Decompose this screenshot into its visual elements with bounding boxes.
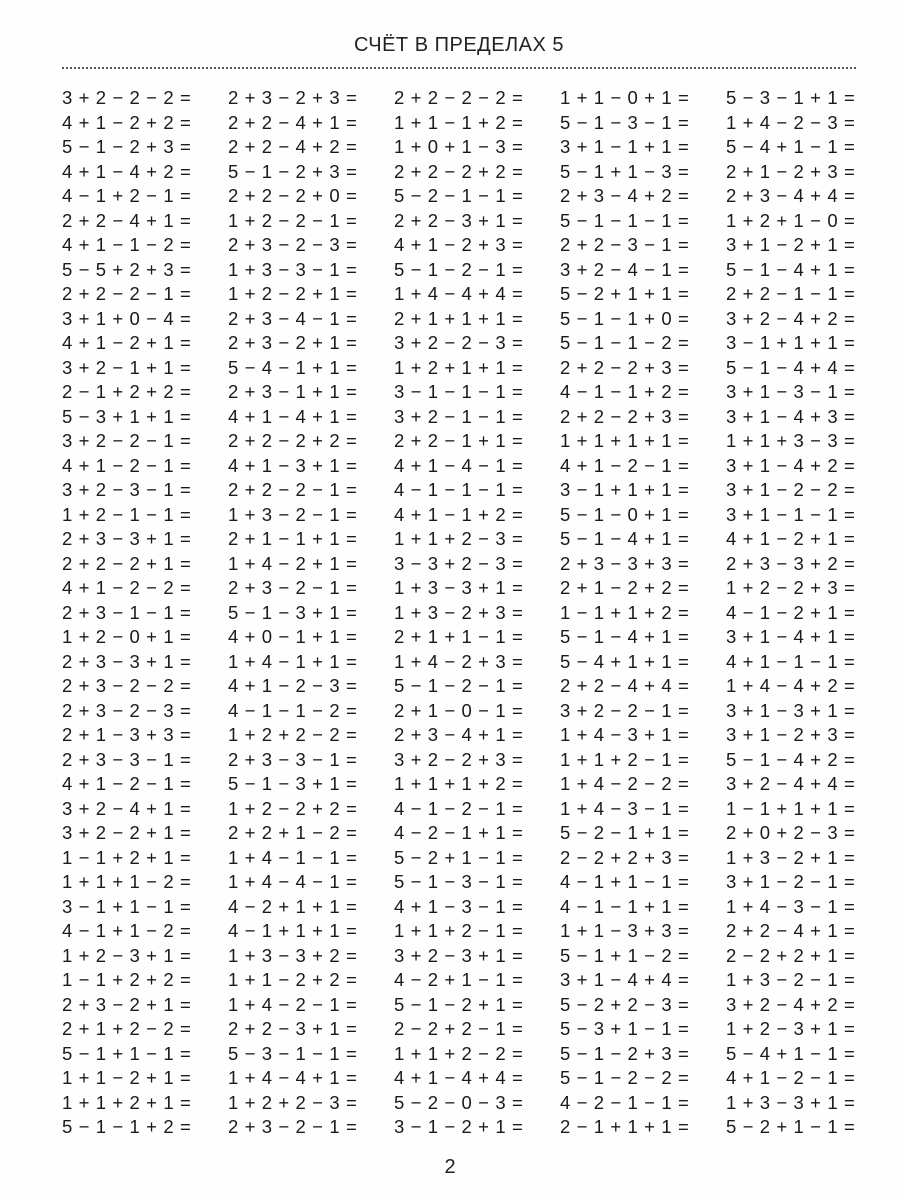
problem-item: 2 + 1 − 2 + 3 = <box>726 160 856 182</box>
problem-item: 4 + 1 − 4 + 4 = <box>394 1067 524 1088</box>
problem-item: 1 + 3 − 2 + 3 = <box>394 601 524 623</box>
problem-item: 1 + 2 − 3 + 1 = <box>62 944 192 966</box>
problem-item: 1 + 2 − 0 + 1 = <box>62 626 192 647</box>
problem-item: 3 + 2 − 1 + 1 = <box>62 356 192 378</box>
problem-item: 3 + 1 − 2 − 1 = <box>726 871 856 892</box>
problem-item: 1 + 1 + 3 − 3 = <box>726 430 856 451</box>
problem-item: 4 − 2 − 1 − 1 = <box>560 1091 690 1113</box>
problem-item: 1 + 1 + 2 + 1 = <box>62 1091 192 1113</box>
problem-item: 4 + 1 − 2 + 1 = <box>62 332 192 353</box>
problem-item: 4 + 1 − 3 − 1 = <box>394 895 524 917</box>
problem-item: 2 + 2 + 1 − 2 = <box>228 822 358 843</box>
problem-item: 5 − 1 − 2 − 1 = <box>394 675 524 696</box>
problem-item: 4 − 1 + 2 − 1 = <box>62 185 192 206</box>
problem-item: 3 + 2 − 4 + 2 = <box>726 307 856 329</box>
problem-item: 5 − 3 + 1 + 1 = <box>62 405 192 427</box>
problem-item: 4 + 1 − 4 − 1 = <box>394 454 524 476</box>
problem-item: 2 + 3 − 2 + 1 = <box>228 332 358 353</box>
problem-item: 4 + 1 − 2 + 2 = <box>62 111 192 133</box>
page-header <box>62 30 856 70</box>
problem-item: 5 − 1 − 4 + 1 = <box>560 626 690 647</box>
problem-item: 2 + 1 − 3 + 3 = <box>62 724 192 745</box>
problem-item: 2 − 1 + 1 + 1 = <box>560 1116 690 1137</box>
problem-item: 1 + 2 − 2 − 1 = <box>228 209 358 231</box>
problem-item: 3 + 1 − 1 + 1 = <box>560 136 690 157</box>
problem-item: 4 − 1 + 1 + 1 = <box>228 920 358 941</box>
problem-item: 3 − 3 + 2 − 3 = <box>394 552 524 574</box>
problem-item: 4 + 1 − 2 − 3 = <box>228 675 358 696</box>
problem-item: 5 − 1 − 4 + 1 = <box>560 528 690 549</box>
problem-item: 3 + 2 − 2 − 1 = <box>560 699 690 721</box>
problem-item: 4 − 1 − 1 + 1 = <box>560 895 690 917</box>
problem-item: 2 + 3 − 1 + 1 = <box>228 381 358 402</box>
problem-item: 1 + 3 − 3 + 1 = <box>726 1091 856 1113</box>
problem-item: 1 + 2 + 2 − 3 = <box>228 1091 358 1113</box>
problem-item: 2 + 3 − 2 + 3 = <box>228 87 358 108</box>
problem-item: 2 + 1 − 2 + 2 = <box>560 577 690 598</box>
problem-item: 3 + 1 − 4 + 2 = <box>726 454 856 476</box>
problem-item: 1 + 1 − 0 + 1 = <box>560 87 690 108</box>
problem-item: 5 − 1 − 4 + 2 = <box>726 748 856 770</box>
problem-item: 1 + 4 − 1 − 1 = <box>228 846 358 868</box>
problem-item: 3 + 2 − 2 − 3 = <box>394 332 524 353</box>
problem-item: 1 + 4 − 1 + 1 = <box>228 650 358 672</box>
problem-item: 1 + 2 + 2 − 2 = <box>228 724 358 745</box>
problem-item: 5 − 1 + 1 − 3 = <box>560 160 690 182</box>
problem-item: 5 − 1 − 3 − 1 = <box>560 111 690 133</box>
problem-item: 1 + 1 + 1 + 1 = <box>560 430 690 451</box>
problem-item: 1 + 2 + 1 − 0 = <box>726 209 856 231</box>
problem-item: 1 + 3 − 3 − 1 = <box>228 258 358 280</box>
problem-item: 2 + 2 − 4 + 1 = <box>62 209 192 231</box>
problem-item: 2 + 3 − 3 + 2 = <box>726 552 856 574</box>
problem-item: 1 + 4 − 3 − 1 = <box>726 895 856 917</box>
problem-item: 1 + 1 − 2 + 1 = <box>62 1067 192 1088</box>
problem-item: 1 + 1 + 1 − 2 = <box>62 871 192 892</box>
problem-item: 4 − 2 + 1 + 1 = <box>228 895 358 917</box>
problem-item: 4 − 2 + 1 − 1 = <box>394 969 524 990</box>
problem-item: 5 − 3 − 1 − 1 = <box>228 1042 358 1064</box>
problem-item: 2 + 2 − 1 − 1 = <box>726 283 856 304</box>
problem-item: 2 + 3 − 1 − 1 = <box>62 601 192 623</box>
problem-item: 2 + 3 − 2 − 1 = <box>228 1116 358 1137</box>
problem-item: 2 + 3 − 3 − 1 = <box>228 748 358 770</box>
problem-item: 2 + 1 + 1 + 1 = <box>394 307 524 329</box>
problem-item: 3 − 1 + 1 + 1 = <box>726 332 856 353</box>
problem-item: 2 + 3 − 3 − 1 = <box>62 748 192 770</box>
problem-item: 4 − 1 + 1 − 1 = <box>560 871 690 892</box>
problem-item: 5 − 2 + 1 + 1 = <box>560 283 690 304</box>
problem-item: 5 − 5 + 2 + 3 = <box>62 258 192 280</box>
problem-item: 1 + 3 − 3 + 2 = <box>228 944 358 966</box>
problem-item: 1 − 1 + 1 + 1 = <box>726 797 856 819</box>
problem-item: 2 + 1 + 1 − 1 = <box>394 626 524 647</box>
problem-item: 4 − 1 + 1 − 2 = <box>62 920 192 941</box>
problem-item: 3 + 1 + 0 − 4 = <box>62 307 192 329</box>
problem-item: 2 + 3 − 2 − 3 = <box>62 699 192 721</box>
problem-item: 3 + 1 − 4 + 4 = <box>560 969 690 990</box>
problem-item: 2 + 2 − 2 − 1 = <box>62 283 192 304</box>
problem-item: 3 − 1 − 1 − 1 = <box>394 381 524 402</box>
problem-item: 1 + 2 − 2 + 3 = <box>726 577 856 598</box>
problem-item: 5 − 1 − 1 − 2 = <box>560 332 690 353</box>
problem-item: 1 + 2 − 2 + 2 = <box>228 797 358 819</box>
problem-item: 1 + 0 + 1 − 3 = <box>394 136 524 157</box>
problem-item: 4 − 1 − 2 + 1 = <box>726 601 856 623</box>
problem-item: 1 + 2 + 1 + 1 = <box>394 356 524 378</box>
page-title: СЧЁТ В ПРЕДЕЛАХ 5 <box>353 34 565 56</box>
problem-item: 5 − 3 + 1 − 1 = <box>560 1018 690 1039</box>
problem-item: 4 + 1 − 3 + 1 = <box>228 454 358 476</box>
problem-item: 2 + 0 + 2 − 3 = <box>726 822 856 843</box>
problem-item: 2 + 2 − 2 + 1 = <box>62 552 192 574</box>
problem-item: 1 + 4 − 2 − 1 = <box>228 993 358 1015</box>
problem-item: 2 + 2 − 2 + 0 = <box>228 185 358 206</box>
problem-item: 3 − 1 + 1 − 1 = <box>62 895 192 917</box>
problem-item: 2 + 3 − 2 − 1 = <box>228 577 358 598</box>
problem-item: 4 + 1 − 4 + 2 = <box>62 160 192 182</box>
problem-item: 1 + 3 − 3 + 1 = <box>394 577 524 598</box>
problem-item: 5 − 1 + 1 − 1 = <box>62 1042 192 1064</box>
problem-item: 2 + 2 − 2 + 3 = <box>560 405 690 427</box>
problem-item: 1 + 1 + 1 + 2 = <box>394 773 524 794</box>
problem-item: 4 + 1 − 2 − 2 = <box>62 577 192 598</box>
problem-item: 1 + 1 + 2 − 1 = <box>394 920 524 941</box>
problem-item: 4 + 1 − 1 − 1 = <box>726 650 856 672</box>
problem-item: 2 + 3 − 2 + 1 = <box>62 993 192 1015</box>
problem-item: 1 + 4 − 4 + 2 = <box>726 675 856 696</box>
problem-item: 1 + 3 − 2 − 1 = <box>726 969 856 990</box>
problem-item: 3 + 2 − 2 − 2 = <box>62 87 192 108</box>
problem-item: 4 + 1 − 2 + 1 = <box>726 528 856 549</box>
problem-item: 5 − 4 − 1 + 1 = <box>228 356 358 378</box>
problem-item: 3 + 1 − 4 + 1 = <box>726 626 856 647</box>
problem-item: 5 − 1 − 1 + 2 = <box>62 1116 192 1137</box>
problem-item: 1 + 3 − 2 − 1 = <box>228 503 358 525</box>
problem-item: 5 − 2 − 1 + 1 = <box>560 822 690 843</box>
problem-item: 5 − 4 + 1 + 1 = <box>560 650 690 672</box>
problem-item: 5 − 1 − 2 − 1 = <box>394 258 524 280</box>
problem-item: 5 − 1 − 3 + 1 = <box>228 773 358 794</box>
problem-item: 2 + 3 − 2 − 3 = <box>228 234 358 255</box>
problem-item: 4 + 1 − 1 − 2 = <box>62 234 192 255</box>
problem-item: 2 + 2 − 2 + 2 = <box>228 430 358 451</box>
problem-item: 3 − 1 − 2 + 1 = <box>394 1116 524 1137</box>
problem-item: 3 + 1 − 1 − 1 = <box>726 503 856 525</box>
problem-item: 5 − 1 − 2 + 1 = <box>394 993 524 1015</box>
problem-item: 4 + 1 − 1 + 2 = <box>394 503 524 525</box>
problem-item: 5 − 1 − 4 + 4 = <box>726 356 856 378</box>
problem-item: 4 − 1 − 1 − 2 = <box>228 699 358 721</box>
problem-item: 2 + 1 + 2 − 2 = <box>62 1018 192 1039</box>
problem-item: 5 − 1 − 2 − 2 = <box>560 1067 690 1088</box>
problem-item: 1 + 4 − 3 + 1 = <box>560 724 690 745</box>
problem-item: 1 + 1 − 1 + 2 = <box>394 111 524 133</box>
problem-item: 3 + 1 − 4 + 3 = <box>726 405 856 427</box>
problem-item: 1 + 2 − 3 + 1 = <box>726 1018 856 1039</box>
problem-item: 3 + 2 − 4 − 1 = <box>560 258 690 280</box>
problem-item: 2 + 3 − 2 − 2 = <box>62 675 192 696</box>
problem-item: 1 + 1 + 2 − 1 = <box>560 748 690 770</box>
problem-item: 3 + 2 − 2 + 1 = <box>62 822 192 843</box>
problem-item: 5 − 1 − 2 + 3 = <box>228 160 358 182</box>
problem-item: 5 − 4 + 1 − 1 = <box>726 136 856 157</box>
problem-item: 5 − 2 + 1 − 1 = <box>726 1116 856 1137</box>
problem-item: 2 + 2 − 2 − 1 = <box>228 479 358 500</box>
problem-item: 2 + 3 − 3 + 3 = <box>560 552 690 574</box>
problem-item: 1 + 4 − 4 + 4 = <box>394 283 524 304</box>
problem-item: 5 − 2 − 1 − 1 = <box>394 185 524 206</box>
problem-item: 4 + 1 − 2 + 3 = <box>394 234 524 255</box>
problem-item: 4 − 1 − 1 + 2 = <box>560 381 690 402</box>
problem-item: 4 + 1 − 2 − 1 = <box>62 773 192 794</box>
problem-item: 4 + 1 − 2 − 1 = <box>62 454 192 476</box>
problem-item: 2 + 2 − 2 + 3 = <box>560 356 690 378</box>
problem-item: 3 + 2 − 2 − 1 = <box>62 430 192 451</box>
problem-item: 2 + 3 − 3 + 1 = <box>62 650 192 672</box>
problem-item: 1 + 3 − 2 + 1 = <box>726 846 856 868</box>
problem-item: 4 − 2 − 1 + 1 = <box>394 822 524 843</box>
problem-item: 1 − 1 + 1 + 2 = <box>560 601 690 623</box>
problem-item: 2 − 2 + 2 + 1 = <box>726 944 856 966</box>
problem-item: 1 + 4 − 2 − 2 = <box>560 773 690 794</box>
problem-item: 4 + 1 − 2 − 1 = <box>726 1067 856 1088</box>
problem-item: 2 + 2 − 3 − 1 = <box>560 234 690 255</box>
problem-item: 1 + 4 − 4 − 1 = <box>228 871 358 892</box>
problem-item: 1 + 4 − 4 + 1 = <box>228 1067 358 1088</box>
problem-item: 1 + 4 − 3 − 1 = <box>560 797 690 819</box>
problem-item: 3 + 2 − 3 + 1 = <box>394 944 524 966</box>
problem-item: 5 − 1 − 2 + 3 = <box>62 136 192 157</box>
problem-item: 5 − 1 − 3 − 1 = <box>394 871 524 892</box>
problem-grid <box>62 86 856 1140</box>
problem-item: 1 + 1 − 2 + 2 = <box>228 969 358 990</box>
problem-item: 3 − 1 + 1 + 1 = <box>560 479 690 500</box>
problem-item: 3 + 2 − 4 + 4 = <box>726 773 856 794</box>
problem-item: 1 + 1 + 2 − 2 = <box>394 1042 524 1064</box>
problem-item: 2 + 1 − 1 + 1 = <box>228 528 358 549</box>
problem-item: 2 + 2 − 4 + 4 = <box>560 675 690 696</box>
problem-item: 2 + 2 − 4 + 1 = <box>726 920 856 941</box>
problem-item: 1 + 4 − 2 + 3 = <box>394 650 524 672</box>
page-number: 2 <box>444 1156 456 1178</box>
problem-item: 5 − 1 − 2 + 3 = <box>560 1042 690 1064</box>
problem-item: 3 + 2 − 2 + 3 = <box>394 748 524 770</box>
problem-item: 2 + 2 − 2 + 2 = <box>394 160 524 182</box>
problem-item: 2 + 2 − 3 + 1 = <box>394 209 524 231</box>
problem-item: 3 + 1 − 2 − 2 = <box>726 479 856 500</box>
problem-item: 5 − 3 − 1 + 1 = <box>726 87 856 108</box>
problem-item: 2 + 2 − 2 − 2 = <box>394 87 524 108</box>
dotted-divider <box>62 67 856 69</box>
problem-item: 2 + 2 − 4 + 2 = <box>228 136 358 157</box>
problem-item: 2 + 3 − 3 + 1 = <box>62 528 192 549</box>
problem-item: 2 − 2 + 2 − 1 = <box>394 1018 524 1039</box>
problem-item: 3 + 2 − 4 + 2 = <box>726 993 856 1015</box>
problem-item: 2 + 1 − 0 − 1 = <box>394 699 524 721</box>
problem-item: 5 − 2 + 2 − 3 = <box>560 993 690 1015</box>
problem-item: 3 + 2 − 1 − 1 = <box>394 405 524 427</box>
problem-item: 4 + 0 − 1 + 1 = <box>228 626 358 647</box>
problem-item: 1 + 1 + 2 − 3 = <box>394 528 524 549</box>
problem-item: 1 + 4 − 2 − 3 = <box>726 111 856 133</box>
problem-item: 5 − 2 − 0 − 3 = <box>394 1091 524 1113</box>
problem-item: 5 − 4 + 1 − 1 = <box>726 1042 856 1064</box>
problem-item: 2 + 2 − 4 + 1 = <box>228 111 358 133</box>
problem-item: 2 − 1 + 2 + 2 = <box>62 381 192 402</box>
problem-item: 5 − 1 − 3 + 1 = <box>228 601 358 623</box>
problem-item: 2 + 2 − 3 + 1 = <box>228 1018 358 1039</box>
problem-item: 2 + 2 − 1 + 1 = <box>394 430 524 451</box>
problem-item: 1 + 4 − 2 + 1 = <box>228 552 358 574</box>
problem-item: 1 + 2 − 2 + 1 = <box>228 283 358 304</box>
problem-item: 2 + 3 − 4 + 2 = <box>560 185 690 206</box>
problem-item: 4 − 1 − 2 − 1 = <box>394 797 524 819</box>
problem-item: 3 + 2 − 3 − 1 = <box>62 479 192 500</box>
problem-item: 5 − 1 − 4 + 1 = <box>726 258 856 280</box>
problem-item: 3 + 1 − 2 + 3 = <box>726 724 856 745</box>
problem-item: 2 − 2 + 2 + 3 = <box>560 846 690 868</box>
problem-item: 5 − 1 + 1 − 2 = <box>560 944 690 966</box>
problem-item: 3 + 1 − 2 + 1 = <box>726 234 856 255</box>
problem-item: 3 + 2 − 4 + 1 = <box>62 797 192 819</box>
problem-item: 4 + 1 − 2 − 1 = <box>560 454 690 476</box>
problem-item: 5 − 2 + 1 − 1 = <box>394 846 524 868</box>
problem-item: 1 + 1 − 3 + 3 = <box>560 920 690 941</box>
problem-item: 5 − 1 − 1 − 1 = <box>560 209 690 231</box>
problem-item: 4 − 1 − 1 − 1 = <box>394 479 524 500</box>
problem-item: 1 + 2 − 1 − 1 = <box>62 503 192 525</box>
problem-item: 2 + 3 − 4 − 1 = <box>228 307 358 329</box>
problem-item: 5 − 1 − 0 + 1 = <box>560 503 690 525</box>
problem-item: 4 + 1 − 4 + 1 = <box>228 405 358 427</box>
problem-item: 2 + 3 − 4 + 1 = <box>394 724 524 745</box>
problem-item: 1 − 1 + 2 + 2 = <box>62 969 192 990</box>
problem-item: 2 + 3 − 4 + 4 = <box>726 185 856 206</box>
problem-item: 3 + 1 − 3 + 1 = <box>726 699 856 721</box>
problem-item: 3 + 1 − 3 − 1 = <box>726 381 856 402</box>
problem-item: 5 − 1 − 1 + 0 = <box>560 307 690 329</box>
problem-item: 1 − 1 + 2 + 1 = <box>62 846 192 868</box>
